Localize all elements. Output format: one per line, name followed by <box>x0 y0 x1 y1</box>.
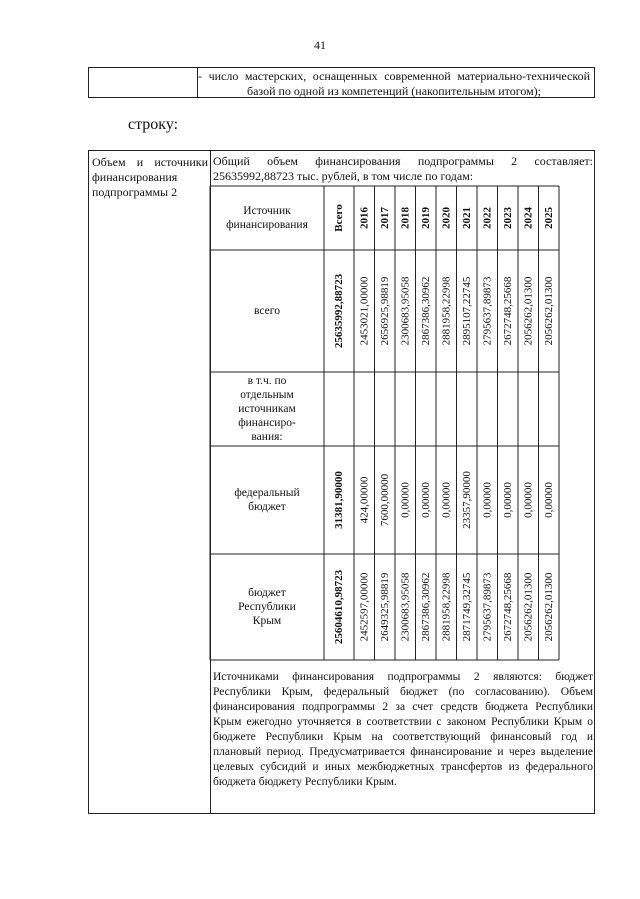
row-3-year-value-0: 2452597,00000 <box>358 572 371 642</box>
row-3-year-value-7: 2672748,25668 <box>501 572 514 642</box>
row-label-1: источникам <box>238 403 296 415</box>
row-label-2: бюджет <box>248 501 286 513</box>
row-3-year-value-8: 2056262,01300 <box>522 572 535 642</box>
row-0-year-value-1: 2656925,98819 <box>378 276 391 346</box>
row-total-2: 31381,90000 <box>333 471 345 529</box>
row-0-year-value-3: 2867386,30962 <box>419 276 432 346</box>
row-3-year-value-9: 2056262,01300 <box>542 572 555 642</box>
header-year-2016: 2016 <box>358 207 371 229</box>
row-total-0: 25635992,88723 <box>333 273 345 349</box>
row-label-1: отдельным <box>240 389 294 401</box>
row-2-year-value-4: 0,00000 <box>440 482 453 518</box>
row-3-year-value-4: 2881958,22998 <box>440 572 453 642</box>
row-0-year-value-8: 2056262,01300 <box>522 276 535 346</box>
row-label-0: всего <box>254 305 280 317</box>
row-label-3: Республики <box>238 601 296 613</box>
row-2-year-value-9: 0,00000 <box>542 482 555 518</box>
row-2-year-value-7: 0,00000 <box>501 482 514 518</box>
sources-paragraph: Источниками финансирования подпрограммы 2 являются: бюджет Республики Крым, федеральный бюджет (по согласованию). Объем финансирования подпрограммы 2 за счет средств бюджета Республики Крым ежегодно уточняется в соответствии с законом Республики Крым о бюджете Республики Крым на соответствующий финансовый год и плановый период. Предусматривается финансирование и через выделение целевых субсидий и иных межбюджетных трансфертов из федерального бюджета бюджету Республики Крым. <box>213 671 593 788</box>
header-year-2018: 2018 <box>399 207 412 229</box>
header-source-label: Источник <box>243 205 291 217</box>
header-source-label: финансирования <box>226 219 308 231</box>
row-2-year-value-3: 0,00000 <box>419 482 432 518</box>
row-label-1: финансиро- <box>238 417 296 429</box>
row-label-1: вания: <box>251 431 283 443</box>
header-year-2021: 2021 <box>460 207 473 229</box>
row-0-year-value-6: 2795637,89873 <box>481 276 494 346</box>
header-year-2025: 2025 <box>542 207 555 229</box>
row-0-year-value-7: 2672748,25668 <box>501 276 514 346</box>
row-2-year-value-2: 0,00000 <box>399 482 412 518</box>
row-label-3: бюджет <box>248 587 286 599</box>
row-3-year-value-2: 2300683,95058 <box>399 572 412 642</box>
row-0-year-value-0: 2453021,00000 <box>358 276 371 346</box>
intro-paragraph: Общий объем финансирования подпрограммы 2 составляет: 25635992,88723 тыс. рублей, в том числе по годам: <box>213 154 593 183</box>
row-3-year-value-3: 2867386,30962 <box>419 572 432 642</box>
row-total-3: 25604610,98723 <box>333 569 345 645</box>
row-2-year-value-5: 23357,90000 <box>460 471 473 529</box>
row-3-year-value-1: 2649325,98819 <box>378 572 391 642</box>
row-2-year-value-0: 424,00000 <box>358 476 371 524</box>
row-label-1: в т.ч. по <box>247 375 287 387</box>
row-2-year-value-6: 0,00000 <box>481 482 494 518</box>
header-year-2019: 2019 <box>419 207 432 229</box>
header-year-2022: 2022 <box>481 207 494 229</box>
row-2-year-value-8: 0,00000 <box>522 482 535 518</box>
row-3-year-value-5: 2871749,32745 <box>460 572 473 642</box>
insert-instruction: строку: <box>128 116 179 133</box>
row-label: Объем и источники финансирования подпрограммы 2 <box>92 155 208 199</box>
page-number: 41 <box>314 38 326 52</box>
previous-row-text: - число мастерских, оснащенных современной материально-технической базой по одной из компетенций (накопительным итогом); <box>198 69 590 98</box>
row-0-year-value-9: 2056262,01300 <box>542 276 555 346</box>
header-year-2020: 2020 <box>440 207 453 229</box>
header-year-2023: 2023 <box>501 207 514 229</box>
row-label-3: Крым <box>252 615 282 627</box>
row-label-2: федеральный <box>234 487 300 499</box>
row-0-year-value-2: 2300683,95058 <box>399 276 412 346</box>
row-3-year-value-6: 2795637,89873 <box>481 572 494 642</box>
header-year-2017: 2017 <box>378 207 391 229</box>
header-total-label: Всего <box>333 204 345 232</box>
header-year-2024: 2024 <box>522 207 535 229</box>
row-2-year-value-1: 7600,00000 <box>378 473 391 527</box>
row-0-year-value-4: 2881958,22998 <box>440 276 453 346</box>
row-0-year-value-5: 2895107,22745 <box>460 276 473 346</box>
